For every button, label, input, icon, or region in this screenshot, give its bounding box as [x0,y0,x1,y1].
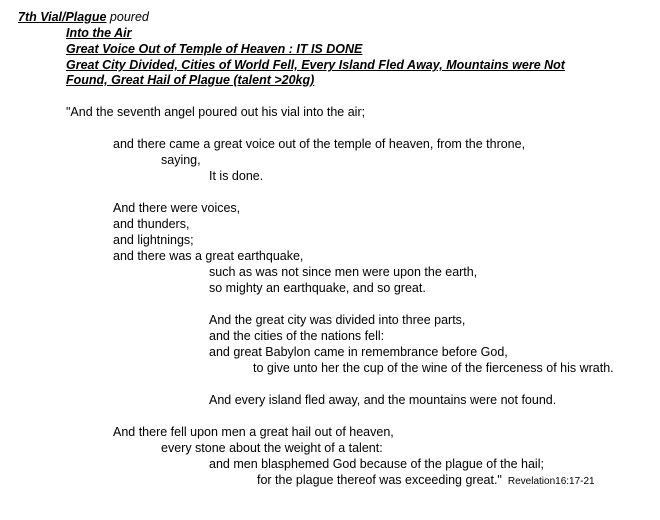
verse-line-19-text: for the plague thereof was exceeding great." [257,473,502,487]
verse-line-10: so mighty an earthquake, and so great. [209,281,426,295]
verse-line-8: and there was a great earthquake, [113,249,304,263]
verse-line-16: And there fell upon men a great hail out of heaven, [113,425,394,439]
verse-line-3: saying, [161,153,201,167]
verse-line-17: every stone about the weight of a talent: [161,441,383,455]
verse-line-19 [257,472,595,490]
verse-line-4: It is done. [209,169,264,183]
verse-line-9: such as was not since men were upon the earth, [209,265,478,279]
verse-line-6: and thunders, [113,217,190,231]
verse-line-5: And there were voices, [113,201,241,215]
scripture-reference: Revelation16:17-21 [507,476,595,487]
verse-line-14: to give unto her the cup of the wine of the fierceness of his wrath. [253,361,614,375]
verse-line-18: and men blasphemed God because of the plague of the hail; [209,457,544,471]
header-line-4: Found, Great Hail of Plague (talent >20kg) [66,73,315,87]
verse-line-1: "And the seventh angel poured out his vial into the air; [66,105,366,119]
verse-line-15: And every island fled away, and the mountains were not found. [209,393,557,407]
header-line-2: Great Voice Out of Temple of Heaven : IT IS DONE [66,42,363,56]
verse-line-7: and lightnings; [113,233,194,247]
verse-line-11: And the great city was divided into three parts, [209,313,466,327]
header-line-1: Into the Air [66,26,132,40]
section-title-bold: 7th Vial/Plague [18,10,107,24]
section-title-suffix: poured [106,10,149,24]
header-line-3: Great City Divided, Cities of World Fell, Every Island Fled Away, Mountains were Not [66,58,565,72]
verse-line-13: and great Babylon came in remembrance before God, [209,345,508,359]
verse-line-2: and there came a great voice out of the temple of heaven, from the throne, [113,137,526,151]
section-title [18,9,149,25]
verse-line-12: and the cities of the nations fell: [209,329,385,343]
